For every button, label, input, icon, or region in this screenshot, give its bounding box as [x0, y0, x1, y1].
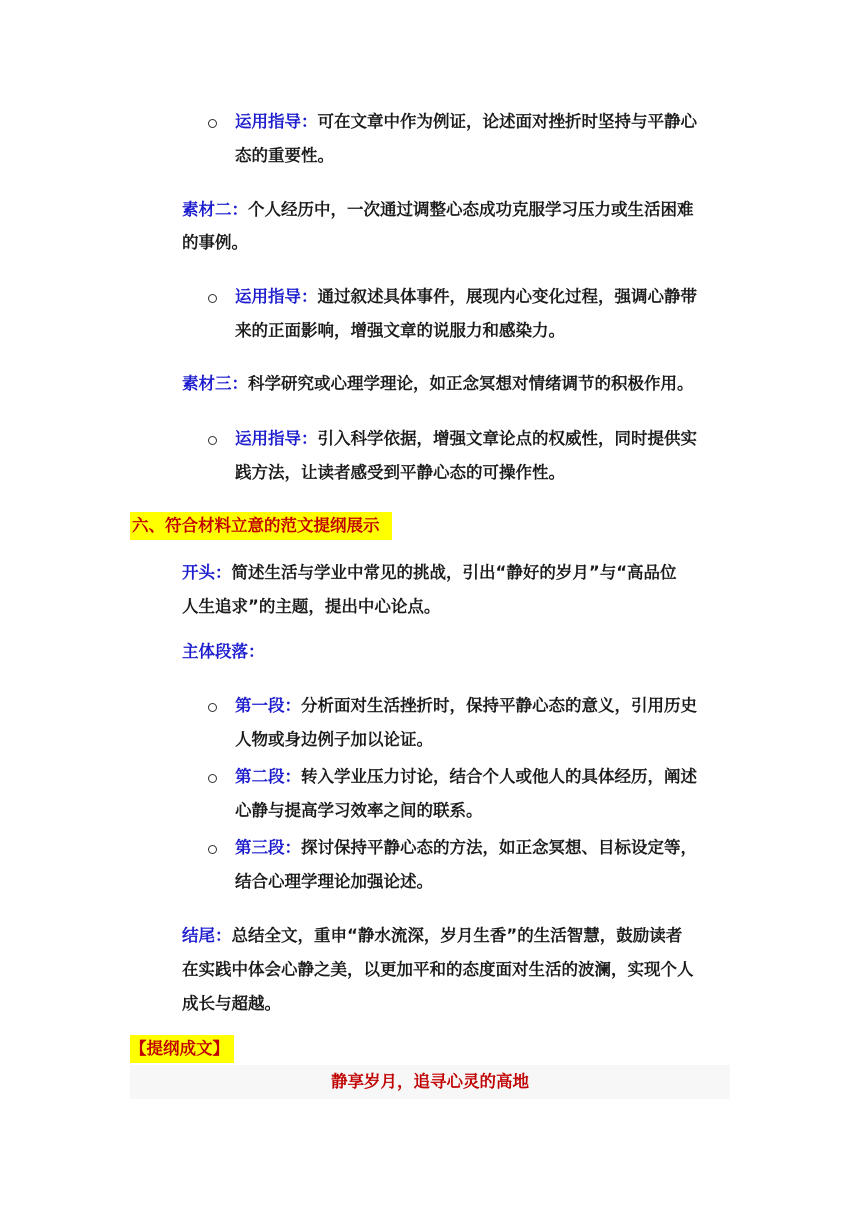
- essay-heading: 【提纲成文】: [130, 1039, 229, 1058]
- guide-1-line-1: 运用指导：可在文章中作为例证，论述面对挫折时坚持与平静心: [235, 112, 697, 131]
- essay-title: 静享岁月，追寻心灵的高地: [331, 1072, 529, 1091]
- guide-1-label: 运用指导：: [235, 112, 318, 131]
- para-1-line-1: 第一段：分析面对生活挫折时，保持平静心态的意义，引用历史: [235, 696, 697, 715]
- guide-2-label: 运用指导：: [235, 287, 318, 306]
- para-2-line-2: 心静与提高学习效率之间的联系。: [235, 801, 483, 820]
- material-2-line-1: 素材二：个人经历中，一次通过调整心态成功克服学习压力或生活困难: [182, 200, 694, 219]
- bullet-icon: [208, 845, 217, 854]
- para-1-label: 第一段：: [235, 696, 301, 715]
- para-3-line-1: 第三段：探讨保持平静心态的方法，如正念冥想、目标设定等，: [235, 838, 697, 857]
- ending-line-2: 在实践中体会心静之美，以更加平和的态度面对生活的波澜，实现个人: [182, 960, 694, 979]
- guide-3-line-2: 践方法，让读者感受到平静心态的可操作性。: [235, 463, 565, 482]
- para-2-label: 第二段：: [235, 767, 301, 786]
- guide-1-line-2: 态的重要性。: [235, 146, 334, 165]
- bullet-icon: [208, 703, 217, 712]
- material-2-label: 素材二：: [182, 200, 248, 219]
- bullet-icon: [208, 436, 217, 445]
- body-label: 主体段落：: [182, 642, 265, 661]
- material-3-line-1: 素材三：科学研究或心理学理论，如正念冥想对情绪调节的积极作用。: [182, 374, 694, 393]
- guide-3-line-1: 运用指导：引入科学依据，增强文章论点的权威性，同时提供实: [235, 429, 697, 448]
- section-6-heading: 六、符合材料立意的范文提纲展示: [132, 516, 380, 535]
- bullet-icon: [208, 774, 217, 783]
- opening-line-2: 人生追求”的主题，提出中心论点。: [182, 597, 441, 616]
- bullet-icon: [208, 119, 217, 128]
- guide-3-label: 运用指导：: [235, 429, 318, 448]
- ending-line-1: 结尾：总结全文，重申“静水流深，岁月生香”的生活智慧，鼓励读者: [182, 926, 683, 945]
- para-2-line-1: 第二段：转入学业压力讨论，结合个人或他人的具体经历，阐述: [235, 767, 697, 786]
- para-1-line-2: 人物或身边例子加以论证。: [235, 730, 433, 749]
- material-2-line-2: 的事例。: [182, 233, 248, 252]
- material-3-label: 素材三：: [182, 374, 248, 393]
- para-3-label: 第三段：: [235, 838, 301, 857]
- ending-line-3: 成长与超越。: [182, 994, 281, 1013]
- guide-2-line-1: 运用指导：通过叙述具体事件，展现内心变化过程，强调心静带: [235, 287, 697, 306]
- guide-2-line-2: 来的正面影响，增强文章的说服力和感染力。: [235, 321, 565, 340]
- ending-label: 结尾：: [182, 926, 232, 945]
- bullet-icon: [208, 294, 217, 303]
- opening-label: 开头：: [182, 563, 232, 582]
- para-3-line-2: 结合心理学理论加强论述。: [235, 872, 433, 891]
- opening-line-1: 开头：简述生活与学业中常见的挑战，引出“静好的岁月”与“高品位: [182, 563, 677, 582]
